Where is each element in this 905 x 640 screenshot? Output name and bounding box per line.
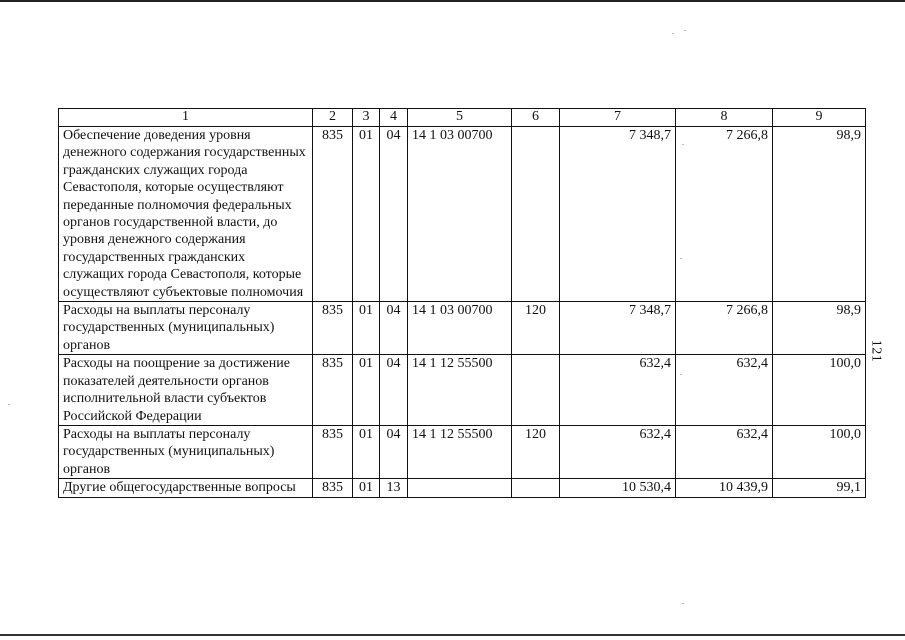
table-row [59,302,866,355]
header-cell: 6 [512,109,560,127]
header-cell: 5 [408,109,512,127]
row-plan: 10 530,4 [560,479,676,497]
row-pr: 04 [380,302,408,355]
header-cell: 8 [676,109,773,127]
row-ved: 835 [313,425,353,478]
budget-table [58,108,866,498]
row-pr: 04 [380,425,408,478]
row-name: Расходы на поощрение за достижение показателей деятельности органов исполнительной власти субъектов Российской Федерации [59,355,313,426]
row-fact: 7 266,8 [676,127,773,302]
row-ved: 835 [313,127,353,302]
row-ved: 835 [313,302,353,355]
row-plan: 7 348,7 [560,302,676,355]
row-rz: 01 [353,479,380,497]
header-cell: 4 [380,109,408,127]
scan-speck [8,404,10,405]
row-vr [512,127,560,302]
row-plan: 7 348,7 [560,127,676,302]
row-percent: 99,1 [773,479,866,497]
row-rz: 01 [353,425,380,478]
row-percent: 98,9 [773,127,866,302]
row-vr: 120 [512,302,560,355]
scan-speck [682,603,684,604]
table-row [59,127,866,302]
row-percent: 98,9 [773,302,866,355]
row-csr: 14 1 12 55500 [408,425,512,478]
row-fact: 10 439,9 [676,479,773,497]
row-name: Расходы на выплаты персоналу государственных (муниципальных) органов [59,425,313,478]
row-fact: 632,4 [676,355,773,426]
row-csr: 14 1 03 00700 [408,302,512,355]
row-plan: 632,4 [560,355,676,426]
row-name: Расходы на выплаты персоналу государственных (муниципальных) органов [59,302,313,355]
row-pr: 13 [380,479,408,497]
row-percent: 100,0 [773,425,866,478]
scan-speck [672,33,674,34]
row-name: Другие общегосударственные вопросы [59,479,313,497]
row-vr [512,479,560,497]
row-rz: 01 [353,127,380,302]
header-cell: 3 [353,109,380,127]
row-fact: 632,4 [676,425,773,478]
row-rz: 01 [353,355,380,426]
header-cell: 9 [773,109,866,127]
scan-edge-bottom [0,634,905,636]
table-header-row [59,109,866,127]
table-row [59,355,866,426]
header-cell: 2 [313,109,353,127]
scan-speck [684,30,686,31]
table-row [59,425,866,478]
row-plan: 632,4 [560,425,676,478]
row-csr: 14 1 03 00700 [408,127,512,302]
row-csr [408,479,512,497]
row-pr: 04 [380,355,408,426]
row-vr [512,355,560,426]
row-ved: 835 [313,479,353,497]
row-name: Обеспечение доведения уровня денежного содержания государственных гражданских служащих города Севастополя, которые осуществляют переданные полномочия федеральных органов государственной власти, до уровня денежного содержания государственных гражданских служащих города Севастополя, которые осуществляют субъектовые полномочия [59,127,313,302]
scan-edge-top [0,0,905,2]
table-row [59,479,866,497]
row-pr: 04 [380,127,408,302]
row-rz: 01 [353,302,380,355]
header-cell: 7 [560,109,676,127]
row-percent: 100,0 [773,355,866,426]
row-csr: 14 1 12 55500 [408,355,512,426]
row-fact: 7 266,8 [676,302,773,355]
row-ved: 835 [313,355,353,426]
page-number: 121 [868,339,884,363]
row-vr: 120 [512,425,560,478]
header-cell: 1 [59,109,313,127]
